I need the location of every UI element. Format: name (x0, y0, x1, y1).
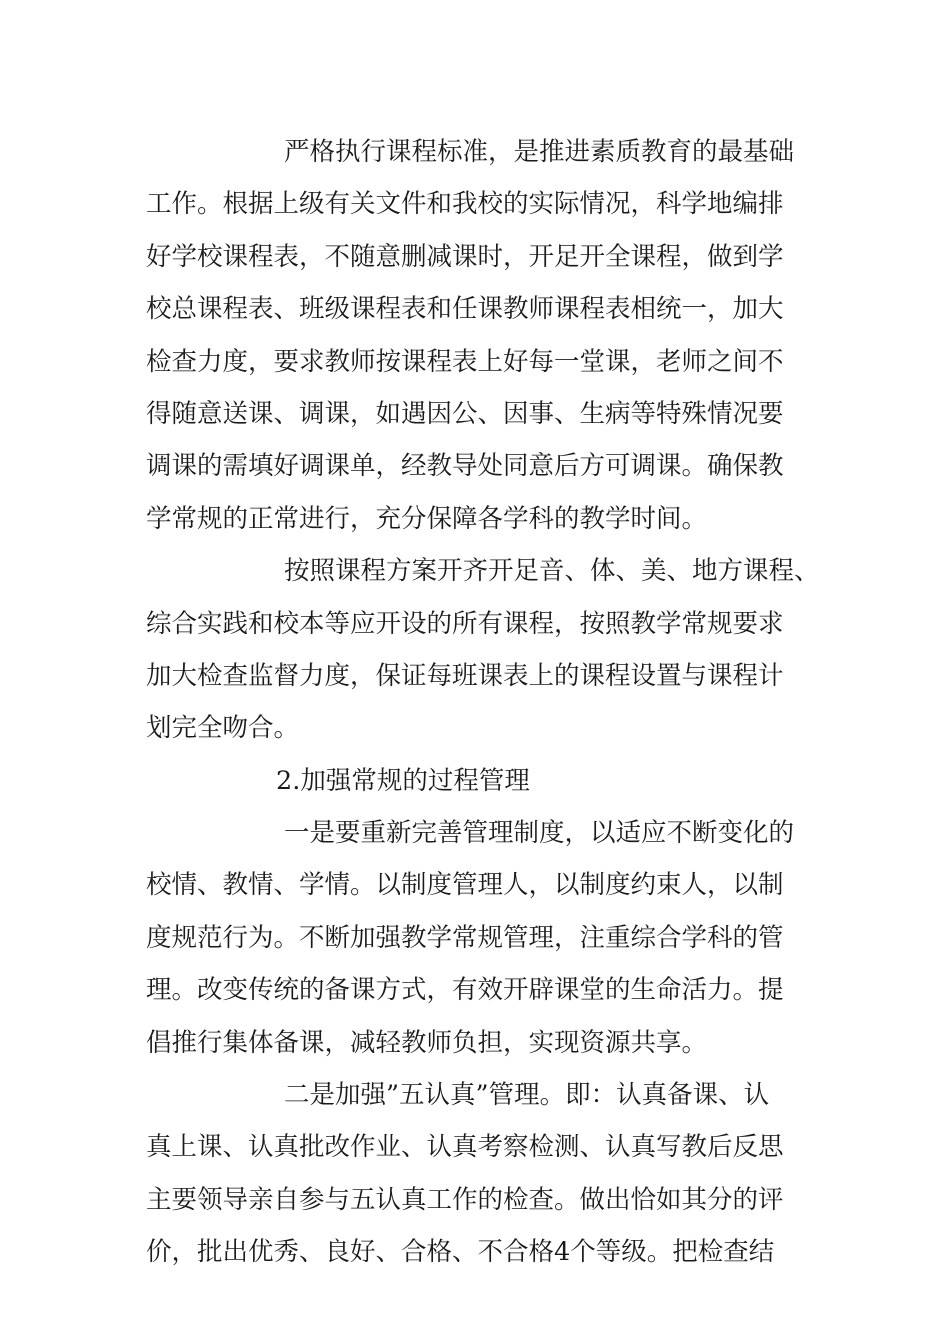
paragraph-1-line-1: 严格执行课程标准，是推进素质教育的最基础 (284, 137, 795, 167)
paragraph-4-line-4: 价，批出优秀、良好、合格、不合格4个等级。把检查结 (146, 1237, 775, 1268)
paragraph-3-line-2: 校情、教情、学情。以制度管理人，以制度约束人，以制 (146, 870, 784, 901)
paragraph-1-line-6: 得随意送课、调课，如遇因公、因事、生病等特殊情况要 (146, 398, 784, 429)
paragraph-2-line-3: 加大检查监督力度，保证每班课表上的课程设置与课程计 (146, 660, 784, 691)
paragraph-1-line-5: 检查力度，要求教师按课程表上好每一堂课，老师之间不 (146, 346, 784, 377)
paragraph-4-line-1: 二是加强”五认真”管理。即：认真备课、认 (284, 1080, 770, 1111)
paragraph-4-line-3: 主要领导亲自参与五认真工作的检查。做出恰如其分的评 (146, 1184, 784, 1215)
paragraph-1-line-7: 调课的需填好调课单，经教导处同意后方可调课。确保教 (146, 451, 784, 482)
paragraph-1-line-3: 好学校课程表，不随意删减课时，开足开全课程，做到学 (146, 241, 784, 272)
paragraph-3-line-3: 度规范行为。不断加强教学常规管理，注重综合学科的管 (146, 922, 784, 953)
paragraph-2-line-2: 综合实践和校本等应开设的所有课程，按照教学常规要求 (146, 608, 784, 639)
paragraph-3-line-5: 倡推行集体备课，减轻教师负担，实现资源共享。 (146, 1027, 708, 1058)
paragraph-2-line-1: 按照课程方案开齐开足音、体、美、地方课程、 (284, 556, 820, 587)
paragraph-1-line-4: 校总课程表、班级课程表和任课教师课程表相统一，加大 (146, 294, 784, 325)
paragraph-4-line-2: 真上课、认真批改作业、认真考察检测、认真写教后反思 (146, 1132, 784, 1163)
paragraph-2-line-4: 划完全吻合。 (146, 713, 300, 744)
paragraph-1-line-8: 学常规的正常进行，充分保障各学科的教学时间。 (146, 503, 708, 534)
paragraph-3-line-4: 理。改变传统的备课方式，有效开辟课堂的生命活力。提 (146, 975, 784, 1006)
document-body (146, 126, 826, 1279)
paragraph-3-line-1: 一是要重新完善管理制度，以适应不断变化的 (284, 818, 795, 849)
section-heading: 2.加强常规的过程管理 (276, 765, 530, 796)
paragraph-1-line-2: 工作。根据上级有关文件和我校的实际情况，科学地编排 (146, 189, 784, 220)
